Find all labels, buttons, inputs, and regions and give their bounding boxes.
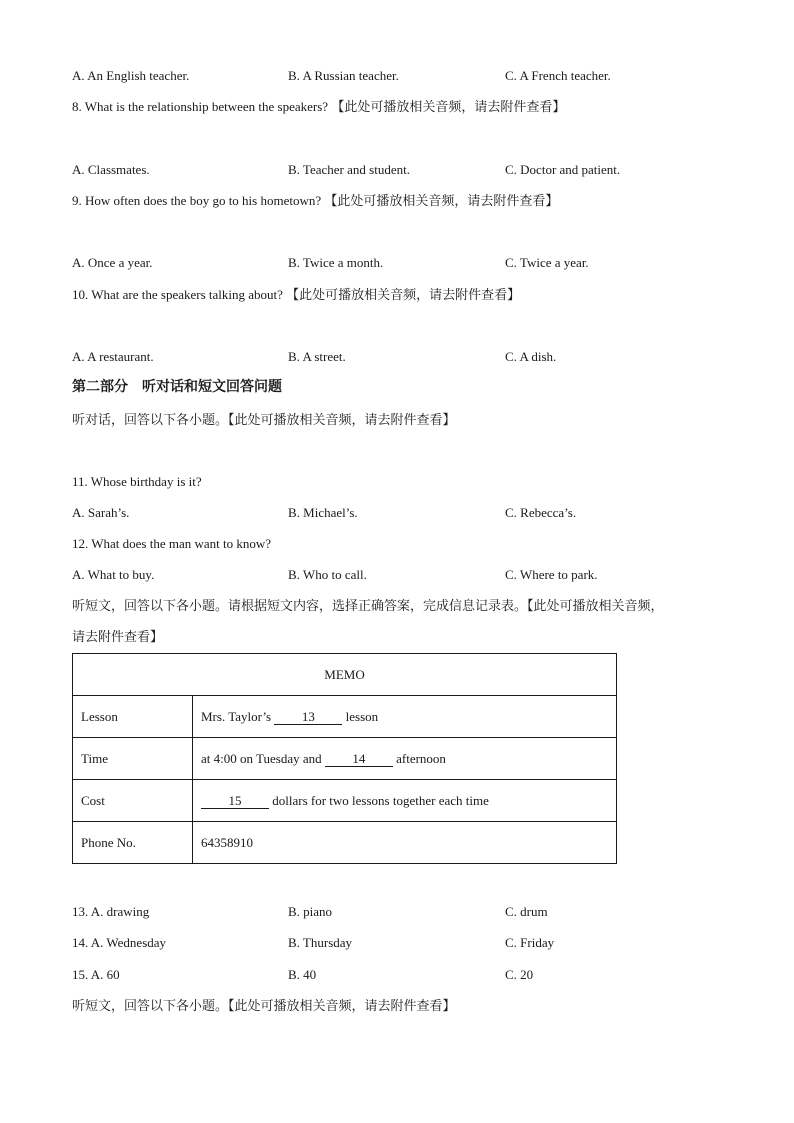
memo-row-phone xyxy=(73,822,617,864)
q11-option-a: A. Sarah’s. xyxy=(72,505,130,520)
answer-blank-14: 14 xyxy=(325,751,393,767)
q9-question: 9. How often does the boy go to his hometown? 【此处可播放相关音频，请去附件查看】 xyxy=(72,193,559,208)
q12-option-a: A. What to buy. xyxy=(72,567,155,582)
q11-option-c: C. Rebecca’s. xyxy=(505,505,577,520)
q7-option-b: B. A Russian teacher. xyxy=(288,68,399,83)
q8-option-c: C. Doctor and patient. xyxy=(505,162,621,177)
memo-row-cost xyxy=(73,780,617,822)
q9-option-a: A. Once a year. xyxy=(72,255,153,270)
q7-option-a: A. An English teacher. xyxy=(72,68,190,83)
q14-option-b: B. Thursday xyxy=(288,935,353,950)
q9-option-b: B. Twice a month. xyxy=(288,255,384,270)
q10-question: 10. What are the speakers talking about? 【此处可播放相关音频，请去附件查看】 xyxy=(72,287,521,302)
memo-label: Time xyxy=(73,738,193,780)
q8-question: 8. What is the relationship between the speakers? 【此处可播放相关音频，请去附件查看】 xyxy=(72,99,566,114)
memo-label: Lesson xyxy=(73,696,193,738)
q11-option-b: B. Michael’s. xyxy=(288,505,358,520)
part2-instruction: 听对话，回答以下各小题。【此处可播放相关音频，请去附件查看】 xyxy=(72,412,456,427)
q13-option-a: 13. A. drawing xyxy=(72,904,150,919)
q7-option-c: C. A French teacher. xyxy=(505,68,611,83)
memo-text: lesson xyxy=(342,708,379,724)
q11-question: 11. Whose birthday is it? xyxy=(72,474,202,489)
part2-heading: 第二部分 听对话和短文回答问题 xyxy=(72,380,282,395)
memo-row-time xyxy=(73,738,617,780)
q10-option-c: C. A dish. xyxy=(505,349,557,364)
memo-text: afternoon xyxy=(392,750,446,766)
memo-table xyxy=(72,653,617,864)
q14-option-a: 14. A. Wednesday xyxy=(72,935,167,950)
q10-option-a: A. A restaurant. xyxy=(72,349,154,364)
q8-option-a: A. Classmates. xyxy=(72,162,150,177)
memo-label: Phone No. xyxy=(73,822,193,864)
passage-instruction-line1: 听短文，回答以下各小题。请根据短文内容，选择正确答案，完成信息记录表。【此处可播放相关音频， xyxy=(72,598,664,613)
memo-text: Mrs. Taylor’s xyxy=(201,708,275,724)
q12-question: 12. What does the man want to know? xyxy=(72,536,272,551)
q12-option-b: B. Who to call. xyxy=(288,567,367,582)
memo-value xyxy=(193,738,617,780)
memo-value xyxy=(193,780,617,822)
q8-option-b: B. Teacher and student. xyxy=(288,162,410,177)
memo-title: MEMO xyxy=(73,654,617,696)
q13-option-b: B. piano xyxy=(288,904,333,919)
memo-text: dollars for two lessons together each time xyxy=(269,792,489,808)
q12-option-c: C. Where to park. xyxy=(505,567,598,582)
final-instruction: 听短文，回答以下各小题。【此处可播放相关音频，请去附件查看】 xyxy=(72,998,456,1013)
q9-option-c: C. Twice a year. xyxy=(505,255,589,270)
memo-value: 64358910 xyxy=(193,822,617,864)
memo-text: at 4:00 on Tuesday and xyxy=(201,750,325,766)
memo-row-lesson xyxy=(73,696,617,738)
q14-option-c: C. Friday xyxy=(505,935,555,950)
memo-value xyxy=(193,696,617,738)
q13-option-c: C. drum xyxy=(505,904,548,919)
passage-instruction-line2: 请去附件查看】 xyxy=(72,629,164,644)
q15-option-c: C. 20 xyxy=(505,967,534,982)
memo-label: Cost xyxy=(73,780,193,822)
answer-blank-13: 13 xyxy=(274,709,342,725)
answer-blank-15: 15 xyxy=(201,793,269,809)
q15-option-a: 15. A. 60 xyxy=(72,967,120,982)
q10-option-b: B. A street. xyxy=(288,349,346,364)
q15-option-b: B. 40 xyxy=(288,967,317,982)
